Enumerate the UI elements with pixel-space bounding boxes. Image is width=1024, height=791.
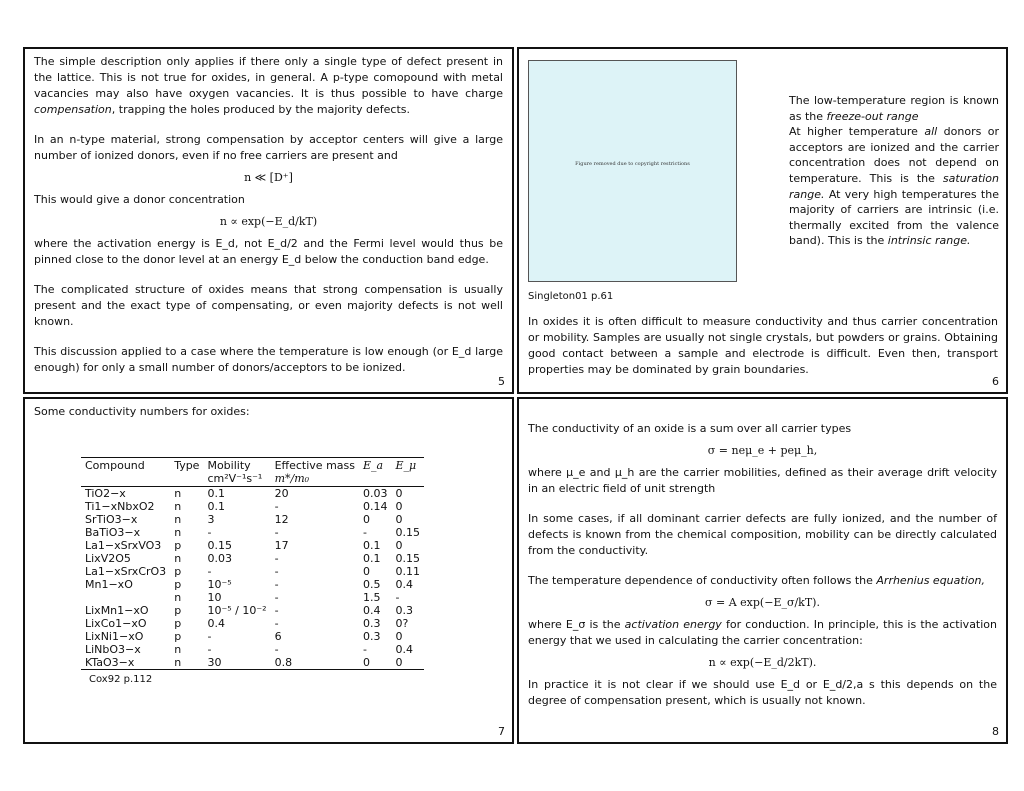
table-cell: n bbox=[174, 487, 182, 500]
table-cell: 17 bbox=[274, 539, 289, 552]
table-cell: 0.3 bbox=[362, 630, 381, 643]
table-row bbox=[81, 604, 424, 617]
paragraph-conductivity-sum: The conductivity of an oxide is a sum over all carrier types bbox=[528, 422, 852, 435]
figure-placeholder bbox=[528, 60, 737, 282]
table-cell: 3 bbox=[207, 513, 215, 526]
table-cell: 20 bbox=[274, 487, 289, 500]
table-cell: 0.3 bbox=[362, 617, 381, 630]
side-text: The low-temperature region is known as the freeze-out range At higher temperature all donors or acceptors are ionized and the carrier concentration does not depend on temperature. This is the saturation range. At very high temperatures the majority of carriers are intrinsic (i.e. thermally excited from the valence band). This is the intrinsic range. bbox=[789, 94, 1000, 248]
table-cell: KTaO3−x bbox=[81, 656, 170, 670]
table-row bbox=[81, 513, 424, 526]
table-cell: 0.4 bbox=[362, 604, 381, 617]
table-cell: LiNbO3−x bbox=[85, 643, 141, 656]
figure-credit: Singleton01 p.61 bbox=[528, 291, 614, 302]
table-cell: 10⁻⁵ / 10⁻² bbox=[207, 604, 267, 617]
paragraph-defects: The simple description only applies if there only a single type of defect present in the lattice. This is not true for oxides, in general. A p-type comopound with metal vacancies may also have oxygen vacancies. It is thus possible to have charge compensation, trapping the holes produced by the majority defects. bbox=[34, 55, 503, 116]
table-cell: - bbox=[274, 578, 279, 591]
table-cell: n bbox=[174, 552, 182, 565]
table-cell: n bbox=[174, 500, 182, 513]
table-cell: 0.1 bbox=[362, 539, 381, 552]
equation-n-ll-d: n ≪ [D⁺] bbox=[244, 171, 293, 184]
slide-6 bbox=[517, 47, 1008, 394]
table-cell: - bbox=[207, 565, 212, 578]
table-cell: 12 bbox=[274, 513, 289, 526]
table-cell: 0.1 bbox=[362, 552, 381, 565]
equation-sigma-sum: σ = neμ_e + peμ_h, bbox=[707, 444, 818, 457]
table-cell: 0.5 bbox=[362, 578, 381, 591]
table-cell: SrTiO3−x bbox=[85, 513, 138, 526]
table-cell: LixCo1−xO bbox=[85, 617, 147, 630]
table-cell: - bbox=[362, 526, 367, 539]
paragraph-activation: where the activation energy is E_d, not E_d/2 and the Fermi level would thus be pinned close to the donor level at an energy E_d below the conduction band edge. bbox=[34, 237, 503, 266]
table-cell: p bbox=[174, 630, 182, 643]
table-cell: 0.15 bbox=[207, 539, 232, 552]
table-cell: 0.1 bbox=[207, 500, 225, 513]
table-cell: - bbox=[362, 643, 367, 656]
table-row bbox=[81, 643, 424, 656]
header-compound: Compound bbox=[81, 458, 170, 487]
header-mobility: Mobility cm²V⁻¹s⁻¹ bbox=[203, 458, 270, 487]
table-cell: 0.14 bbox=[362, 500, 388, 513]
table-body bbox=[81, 487, 424, 670]
table-intro: Some conductivity numbers for oxides: bbox=[34, 405, 250, 418]
table-cell: - bbox=[274, 604, 279, 617]
table-cell: 0.15 bbox=[395, 526, 420, 539]
table-row bbox=[81, 500, 424, 513]
table-cell: LixV2O5 bbox=[85, 552, 131, 565]
table-cell: 0.1 bbox=[207, 487, 225, 500]
table-credit: Cox92 p.112 bbox=[89, 674, 153, 685]
table-cell: - bbox=[274, 591, 279, 604]
table-cell: 0 bbox=[391, 656, 424, 670]
table-row bbox=[81, 578, 424, 591]
page-number: 7 bbox=[498, 725, 505, 738]
paragraph-oxide-measurement: In oxides it is often difficult to measure conductivity and thus carrier concentration or mobility. Samples are usually not single crystals, but powders or grains. Obtaining good contact between a sample and electrode is difficult. Even then, transport properties may be dominated by grain boundaries. bbox=[528, 315, 998, 376]
table-cell: n bbox=[174, 643, 182, 656]
table-cell: 0.03 bbox=[362, 487, 388, 500]
equation-arrhenius: σ = A exp(−E_σ/kT). bbox=[705, 596, 820, 609]
figure-removed-text: Figure removed due to copyright restrictions bbox=[575, 161, 690, 167]
table-cell: n bbox=[170, 656, 203, 670]
paragraph-temperature: This discussion applied to a case where the temperature is low enough (or E_d large enough) for only a small number of donors/acceptors to be ionized. bbox=[34, 345, 503, 374]
table-cell: 0 bbox=[395, 500, 403, 513]
table-row bbox=[81, 617, 424, 630]
table-row bbox=[81, 630, 424, 643]
page-number: 8 bbox=[992, 725, 999, 738]
table-cell: 0.15 bbox=[395, 552, 420, 565]
table-cell: 0.4 bbox=[395, 578, 413, 591]
table-cell: 0 bbox=[359, 656, 392, 670]
table-cell: Ti1−xNbxO2 bbox=[85, 500, 155, 513]
table-cell: - bbox=[274, 565, 279, 578]
header-effective-mass: Effective mass m*/m₀ bbox=[271, 458, 359, 487]
slide-8 bbox=[517, 397, 1008, 744]
table-cell: 0 bbox=[362, 513, 370, 526]
paragraph-mobilities: where μ_e and μ_h are the carrier mobilities, defined as their average drift velocity in an electric field of unit strength bbox=[528, 466, 997, 495]
table-cell: 0.3 bbox=[395, 604, 413, 617]
slide-7 bbox=[23, 397, 514, 744]
paragraph-structure: The complicated structure of oxides means that strong compensation is usually present and the exact type of compensating, or even majority defects is not well known. bbox=[34, 283, 503, 328]
table-cell bbox=[81, 591, 170, 604]
table-cell: - bbox=[207, 526, 212, 539]
paragraph-activation-energy: where E_σ is the activation energy for conduction. In principle, this is the activation energy that we used in calculating the carrier concentration: bbox=[528, 618, 998, 647]
table-cell: La1−xSrxCrO3 bbox=[85, 565, 167, 578]
table-cell: 0.03 bbox=[207, 552, 232, 565]
table-cell: 0 bbox=[362, 565, 370, 578]
paragraph-arrhenius: The temperature dependence of conductivity often follows the Arrhenius equation, bbox=[528, 574, 985, 587]
table-cell: p bbox=[174, 578, 182, 591]
table-cell: 0 bbox=[395, 487, 403, 500]
table-cell: 10⁻⁵ bbox=[207, 578, 232, 591]
table-row bbox=[81, 539, 424, 552]
table-cell: TiO2−x bbox=[85, 487, 126, 500]
paragraph-donor-conc: This would give a donor concentration bbox=[34, 193, 245, 206]
table-cell: 10 bbox=[207, 591, 222, 604]
table-cell: 0.8 bbox=[271, 656, 359, 670]
table-cell: 0 bbox=[395, 539, 403, 552]
table-cell: p bbox=[174, 617, 182, 630]
table-cell: LixNi1−xO bbox=[85, 630, 144, 643]
paragraph-ionized: In some cases, if all dominant carrier defects are fully ionized, and the number of defects is known from the chemical composition, mobility can be directly calculated from the conductivity. bbox=[528, 512, 997, 557]
equation-n-exp-2kt: n ∝ exp(−E_d/2kT). bbox=[708, 656, 817, 669]
table-row bbox=[81, 487, 424, 501]
page-number: 5 bbox=[498, 375, 505, 388]
table-row bbox=[81, 552, 424, 565]
table-cell: LixMn1−xO bbox=[85, 604, 149, 617]
table-cell: - bbox=[395, 591, 400, 604]
table-cell: n bbox=[174, 526, 182, 539]
table-cell: 0.4 bbox=[207, 617, 225, 630]
table-cell: 1.5 bbox=[362, 591, 381, 604]
table-cell: 6 bbox=[274, 630, 282, 643]
paragraph-practice: In practice it is not clear if we should use E_d or E_d/2,a s this depends on the degree of compensation present, which is usually not known. bbox=[528, 678, 997, 707]
table-header-row bbox=[81, 458, 424, 487]
table-cell: - bbox=[274, 643, 279, 656]
table-cell: - bbox=[207, 643, 212, 656]
table-cell: 0 bbox=[395, 630, 403, 643]
header-emu: E_μ bbox=[391, 458, 424, 487]
page-number: 6 bbox=[992, 375, 999, 388]
table-cell: - bbox=[274, 552, 279, 565]
table-row bbox=[81, 526, 424, 539]
table-cell: p bbox=[174, 565, 182, 578]
paragraph-compensation: In an n-type material, strong compensation by acceptor centers will give a large number of ionized donors, even if no free carriers are present and bbox=[34, 133, 503, 162]
table-cell: - bbox=[274, 500, 279, 513]
table-row bbox=[81, 656, 424, 670]
table-cell: 0? bbox=[395, 617, 409, 630]
equation-n-exp: n ∝ exp(−E_d/kT) bbox=[219, 215, 318, 228]
table-row bbox=[81, 591, 424, 604]
table-cell: n bbox=[174, 513, 182, 526]
table-cell: 30 bbox=[203, 656, 270, 670]
table-cell: 0.4 bbox=[395, 643, 413, 656]
table-cell: BaTiO3−x bbox=[85, 526, 141, 539]
table-cell: Mn1−xO bbox=[85, 578, 133, 591]
header-ea: E_a bbox=[359, 458, 392, 487]
header-type: Type bbox=[170, 458, 203, 487]
table-cell: p bbox=[174, 539, 182, 552]
slide-5 bbox=[23, 47, 514, 394]
table-cell: - bbox=[274, 617, 279, 630]
table-cell: 0.11 bbox=[395, 565, 420, 578]
table-cell: - bbox=[274, 526, 279, 539]
table-cell: p bbox=[174, 604, 182, 617]
table-cell: n bbox=[174, 591, 182, 604]
table-cell: - bbox=[207, 630, 212, 643]
table-cell: La1−xSrxVO3 bbox=[85, 539, 162, 552]
conductivity-table bbox=[81, 457, 424, 670]
table-row bbox=[81, 565, 424, 578]
table-cell: 0 bbox=[395, 513, 403, 526]
